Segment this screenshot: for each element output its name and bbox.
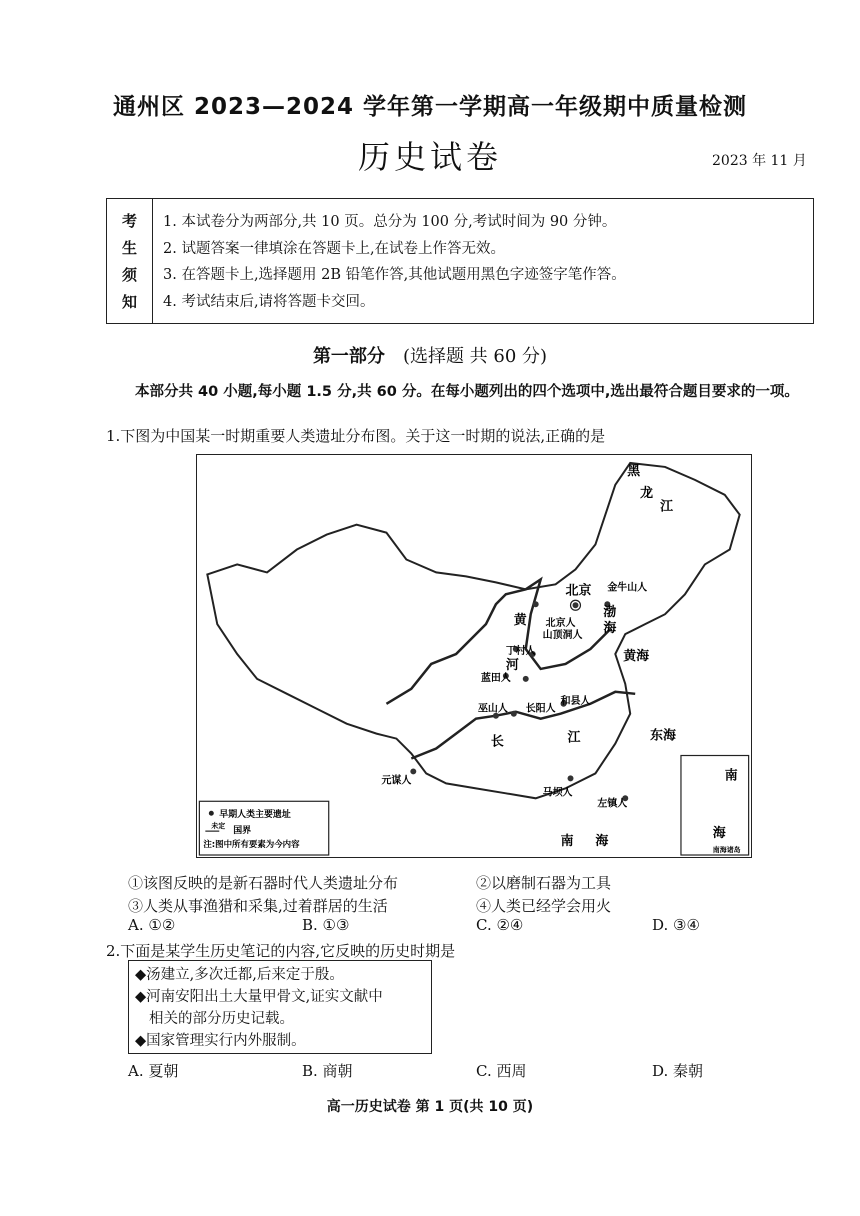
yangtze-river	[411, 692, 635, 759]
label-chang: 长	[490, 734, 504, 750]
site-dot	[523, 676, 529, 682]
label-jiang: 江	[567, 730, 581, 746]
q1-option-b[interactable]: B. ①③	[302, 916, 350, 934]
part-title-sub: (选择题 共 60 分)	[402, 346, 548, 367]
statement-3: ③人类从事渔猎和采集,过着群居的生活	[128, 897, 388, 915]
label-yuanmou: 元谋人	[381, 775, 412, 787]
note-line: 相关的部分历史记载。	[149, 1011, 294, 1027]
statement-2: ②以磨制石器为工具	[476, 874, 612, 892]
label-beijing: 北京	[565, 583, 592, 599]
notice-item: 2. 试题答案一律填涂在答题卡上,在试卷上作答无效。	[163, 240, 506, 257]
legend-note: 注:图中所有要素为今内容	[203, 839, 300, 850]
label-beijingren: 北京人	[545, 618, 576, 630]
note-line: ◆汤建立,多次迁都,后来定于殷。	[135, 967, 344, 983]
legend-border: 国界	[233, 826, 252, 837]
notice-items	[163, 209, 626, 315]
inset-label-hai: 海	[712, 826, 726, 842]
exam-title: 通州区 2023—2024 学年第一学期高一年级期中质量检测	[112, 94, 748, 120]
label-wushan: 巫山人	[477, 703, 508, 715]
legend-undetermined: 未定	[211, 822, 226, 831]
label-maba: 马坝人	[542, 787, 573, 799]
notice-item: 3. 在答题卡上,选择题用 2B 铅笔作答,其他试题用黑色字迹签字笔作答。	[163, 267, 626, 283]
label-zuozhen: 左镇人	[597, 798, 628, 810]
label-nanhai-2: 海	[595, 834, 609, 850]
label-hexian: 和县人	[560, 695, 591, 707]
site-dot	[568, 775, 574, 781]
site-dot	[573, 602, 579, 608]
site-dot	[511, 711, 517, 717]
part-title-main: 第一部分	[312, 346, 385, 367]
q1-option-c[interactable]: C. ②④	[476, 916, 524, 934]
q1-option-a[interactable]: A. ①②	[128, 916, 176, 934]
question-1-stem: 1.下图为中国某一时期重要人类遗址分布图。关于这一时期的说法,正确的是	[106, 427, 606, 445]
label-huang: 黄	[513, 613, 527, 629]
notice-label-char: 考	[121, 212, 137, 230]
site-dot	[410, 768, 416, 774]
note-line: ◆河南安阳出土大量甲骨文,证实文献中	[135, 989, 383, 1005]
legend-site-marker	[209, 811, 214, 816]
label-donghai: 东海	[650, 728, 676, 744]
label-nanhai-1: 南	[560, 834, 574, 850]
label-bohai-2: 海	[603, 621, 617, 637]
notice-label-char: 须	[121, 266, 137, 284]
exam-subject: 历史试卷	[357, 138, 502, 176]
q2-option-a[interactable]: A. 夏朝	[128, 1062, 179, 1080]
question-2-stem: 2.下面是某学生历史笔记的内容,它反映的历史时期是	[106, 942, 456, 960]
notice-label-char: 生	[121, 239, 137, 257]
q2-option-c[interactable]: C. 西周	[476, 1062, 527, 1080]
student-notes-box	[128, 960, 432, 1054]
label-jinniushan: 金牛山人	[607, 582, 648, 594]
notice-label	[107, 199, 153, 323]
inset-label-nan: 南	[724, 768, 738, 784]
part-title	[0, 342, 860, 368]
label-dingcun: 丁村人	[505, 646, 536, 658]
map-svg	[197, 455, 751, 857]
label-changyang: 长阳人	[525, 703, 556, 715]
q2-option-b[interactable]: B. 商朝	[302, 1062, 353, 1080]
label-long: 龙	[640, 485, 654, 501]
label-hei: 黑	[627, 463, 641, 479]
label-jiang-2: 江	[660, 499, 673, 515]
china-map-figure	[196, 454, 752, 858]
exam-notice-box	[106, 198, 814, 324]
q1-option-d[interactable]: D. ③④	[652, 916, 700, 934]
label-he: 河	[505, 657, 519, 673]
exam-date: 2023 年 11 月	[712, 153, 807, 169]
statement-4: ④人类已经学会用火	[476, 897, 612, 915]
notice-label-char: 知	[121, 293, 137, 311]
label-bohai-1: 渤	[603, 605, 617, 621]
part-instruction: 本部分共 40 小题,每小题 1.5 分,共 60 分。在每小题列出的四个选项中,选出最符合题目要求的一项。	[135, 384, 799, 400]
q2-option-d[interactable]: D. 秦朝	[652, 1062, 704, 1080]
site-dot	[533, 601, 539, 607]
label-shanding: 山顶洞人	[542, 630, 583, 642]
statement-1: ①该图反映的是新石器时代人类遗址分布	[128, 874, 399, 892]
label-huanghai: 黄海	[623, 648, 650, 664]
page-footer: 高一历史试卷 第 1 页(共 10 页)	[326, 1099, 534, 1115]
legend-site: 早期人类主要遗址	[219, 810, 291, 821]
notice-item: 1. 本试卷分为两部分,共 10 页。总分为 100 分,考试时间为 90 分钟。	[163, 214, 617, 230]
inset-caption: 南海诸岛	[712, 846, 741, 855]
label-lantian: 蓝田人	[480, 672, 511, 684]
note-line: ◆国家管理实行内外服制。	[135, 1033, 306, 1049]
notice-item: 4. 考试结束后,请将答题卡交回。	[163, 293, 375, 310]
